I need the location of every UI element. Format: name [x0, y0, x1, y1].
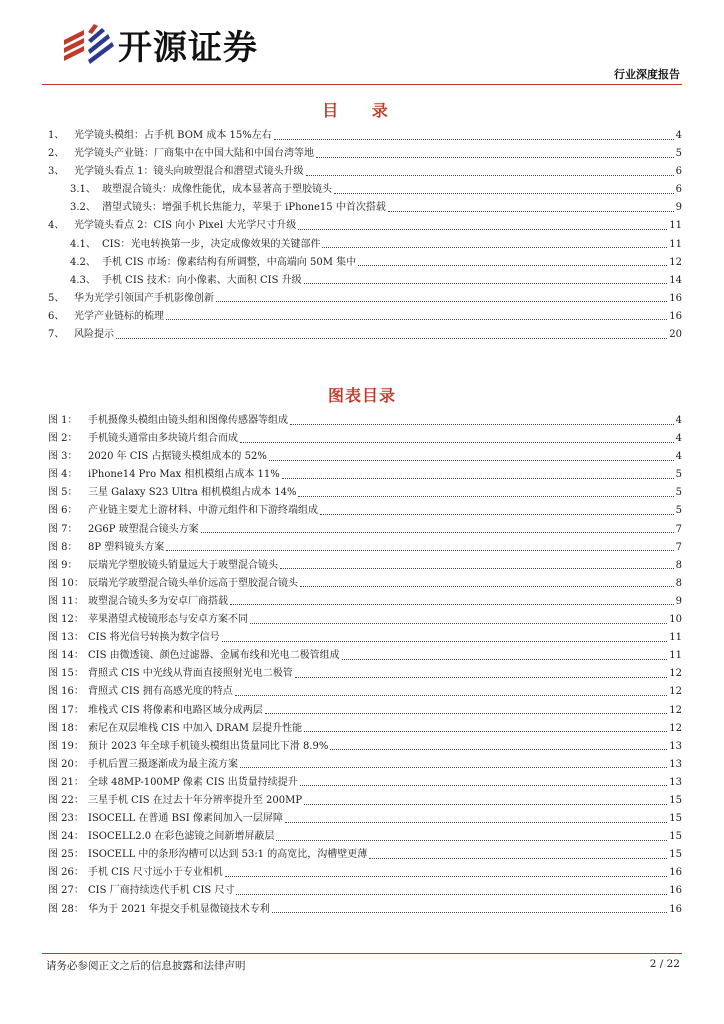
- dot-leader: [276, 840, 667, 841]
- entry-label: 产业链主要尤上游材料、中游元组件和下游终端组成: [88, 505, 318, 517]
- dot-leader: [369, 858, 667, 859]
- dot-leader: [298, 229, 667, 230]
- entry-page-number: 9: [675, 595, 682, 607]
- toc-entry[interactable]: [48, 272, 682, 290]
- toc-entry[interactable]: [48, 217, 682, 235]
- dot-leader: [269, 460, 674, 461]
- entry-number: 3.1、: [70, 184, 96, 196]
- dot-leader: [330, 749, 667, 750]
- entry-page-number: 8: [675, 559, 682, 571]
- figure-entry[interactable]: [48, 430, 682, 448]
- entry-number: 图 26：: [48, 867, 84, 879]
- entry-label: 2020 年 CIS 占据镜头模组成本的 52%: [88, 451, 267, 463]
- entry-number: 图 9：: [48, 559, 78, 571]
- entry-label: 三星 Galaxy S23 Ultra 相机模组占成本 14%: [88, 487, 297, 499]
- figure-entry[interactable]: [48, 882, 682, 900]
- entry-page-number: 16: [669, 885, 682, 897]
- entry-page-number: 9: [675, 202, 682, 214]
- entry-page-number: 4: [675, 415, 682, 426]
- kaiyuan-logo-icon: [58, 18, 120, 70]
- figure-entry[interactable]: [48, 792, 682, 810]
- dot-leader: [322, 247, 667, 248]
- dot-leader: [316, 157, 674, 158]
- entry-label: CIS 厂商持续迭代手机 CIS 尺寸: [88, 885, 235, 897]
- entry-page-number: 7: [675, 523, 682, 535]
- dot-leader: [240, 442, 674, 443]
- figure-entry[interactable]: [48, 720, 682, 738]
- entry-number: 图 22：: [48, 794, 84, 806]
- entry-number: 图 11：: [48, 595, 84, 607]
- figure-entry[interactable]: [48, 466, 682, 484]
- figure-entry[interactable]: [48, 665, 682, 683]
- figure-entry[interactable]: [48, 502, 682, 520]
- entry-number: 3、: [48, 166, 65, 178]
- entry-label: 全球 48MP-100MP 像素 CIS 出货量持续提升: [88, 776, 298, 788]
- entry-label: 华为光学引领国产手机影像创新: [74, 292, 214, 304]
- entry-label: 潜望式镜头：增强手机长焦能力，苹果于 iPhone15 中首次搭载: [102, 202, 386, 214]
- dot-leader: [304, 804, 667, 805]
- entry-label: 8P 塑料镜头方案: [88, 541, 165, 553]
- entry-label: 辰瑞光学塑胶镜头销量远大于玻塑混合镜头: [88, 559, 278, 571]
- figure-entry[interactable]: [48, 647, 682, 665]
- entry-number: 图 3：: [48, 451, 78, 463]
- report-type-label: 行业深度报告: [614, 68, 680, 81]
- entry-label: 苹果潜望式棱镜形态与安卓方案不同: [88, 614, 248, 626]
- entry-page-number: 20: [669, 329, 682, 341]
- entry-number: 图 13：: [48, 632, 84, 644]
- entry-label: 辰瑞光学玻塑混合镜头单价远高于塑胶混合镜头: [88, 577, 298, 589]
- entry-page-number: 5: [675, 148, 682, 160]
- entry-page-number: 16: [669, 292, 682, 304]
- entry-number: 图 10：: [48, 577, 84, 589]
- entry-page-number: 13: [669, 758, 682, 770]
- dot-leader: [166, 319, 667, 320]
- entry-page-number: 5: [675, 469, 682, 481]
- entry-page-number: 11: [669, 220, 682, 232]
- entry-page-number: 4: [675, 451, 682, 463]
- dot-leader: [342, 659, 668, 660]
- entry-label: 手机 CIS 市场：像素结构有所调整，中高端向 50M 集中: [102, 256, 357, 268]
- figure-entry[interactable]: [48, 828, 682, 846]
- figure-entry[interactable]: [48, 629, 682, 647]
- entry-page-number: 5: [675, 487, 682, 499]
- dot-leader: [298, 496, 673, 497]
- entry-page-number: 6: [675, 184, 682, 196]
- entry-page-number: 15: [669, 849, 682, 861]
- page-header: [0, 0, 724, 90]
- page-indicator: 2 / 22: [649, 958, 680, 970]
- dot-leader: [306, 175, 674, 176]
- entry-number: 图 6：: [48, 505, 78, 517]
- figure-entry[interactable]: [48, 412, 682, 430]
- entry-page-number: 11: [669, 632, 682, 644]
- entry-label: iPhone14 Pro Max 相机模组占成本 11%: [88, 469, 280, 481]
- dot-leader: [304, 731, 667, 732]
- entry-label: 光学镜头看点 2：CIS 向小 Pixel 大光学尺寸升级: [74, 220, 297, 232]
- entry-label: 手机镜头通常由多块镜片组合而成: [88, 433, 238, 445]
- entry-label: 预计 2023 年全球手机镜头模组出货量同比下滑 8.9%: [88, 740, 329, 752]
- header-divider: [42, 84, 682, 85]
- entry-number: 6、: [48, 310, 65, 322]
- toc-entry[interactable]: [48, 199, 682, 217]
- entry-number: 图 15：: [48, 668, 84, 680]
- toc-entry[interactable]: [48, 254, 682, 272]
- toc-entry[interactable]: [48, 181, 682, 199]
- entry-label: CIS 由微透镜、颜色过滤器、金属布线和光电二极管组成: [88, 650, 340, 662]
- entry-number: 图 20：: [48, 758, 84, 770]
- entry-number: 图 16：: [48, 686, 84, 698]
- entry-label: 华为于 2021 年提交手机显微镜技术专利: [88, 903, 270, 915]
- entry-label: 三星手机 CIS 在过去十年分辨率提升至 200MP: [88, 794, 303, 806]
- entry-number: 图 17：: [48, 704, 84, 716]
- entry-page-number: 12: [669, 722, 682, 734]
- footer-divider: [42, 953, 682, 954]
- figure-entry[interactable]: [48, 846, 682, 864]
- toc-entry[interactable]: [48, 236, 682, 254]
- figure-entry[interactable]: [48, 901, 682, 919]
- entry-number: 4.1、: [70, 238, 96, 250]
- figure-entry[interactable]: [48, 702, 682, 720]
- dot-leader: [201, 532, 674, 533]
- entry-label: CIS 将光信号转换为数字信号: [88, 632, 220, 644]
- entry-label: ISOCELL2.0 在彩色滤镜之间新增屏蔽层: [88, 831, 275, 843]
- figure-entry[interactable]: [48, 864, 682, 882]
- entry-page-number: 15: [669, 813, 682, 825]
- entry-label: 光学镜头模组：占手机 BOM 成本 15%左右: [74, 130, 272, 141]
- figure-entry[interactable]: [48, 484, 682, 502]
- dot-leader: [300, 586, 674, 587]
- entry-page-number: 15: [669, 794, 682, 806]
- footer-disclaimer: 请务必参阅正文之后的信息披露和法律声明: [46, 960, 246, 972]
- dot-leader: [358, 265, 667, 266]
- dot-leader: [230, 604, 674, 605]
- entry-label: 玻塑混合镜头多为安卓厂商搭载: [88, 595, 228, 607]
- entry-page-number: 11: [669, 650, 682, 662]
- toc-entry[interactable]: [48, 326, 682, 344]
- entry-label: 玻塑混合镜头：成像性能优，成本显著高于塑胶镜头: [102, 184, 332, 196]
- entry-page-number: 11: [669, 238, 682, 250]
- dot-leader: [116, 338, 667, 339]
- entry-page-number: 7: [675, 541, 682, 553]
- dot-leader: [282, 478, 674, 479]
- dot-leader: [304, 283, 668, 284]
- entry-label: ISOCELL 在普通 BSI 像素间加入一层屏障: [88, 813, 283, 825]
- entry-page-number: 13: [669, 776, 682, 788]
- entry-label: 手机 CIS 技术：向小像素、大面积 CIS 升级: [102, 274, 302, 286]
- toc-entry[interactable]: [48, 127, 682, 145]
- dot-leader: [320, 514, 674, 515]
- entry-page-number: 4: [675, 130, 682, 141]
- entry-number: 图 24：: [48, 831, 84, 843]
- entry-page-number: 6: [675, 166, 682, 178]
- entry-number: 图 18：: [48, 722, 84, 734]
- figure-entry[interactable]: [48, 683, 682, 701]
- dot-leader: [272, 912, 667, 913]
- figure-entry[interactable]: [48, 810, 682, 828]
- figures-title: 图表目录: [327, 386, 396, 405]
- entry-number: 图 12：: [48, 614, 84, 626]
- figures-list: [48, 412, 682, 919]
- figure-entry[interactable]: [48, 448, 682, 466]
- entry-label: ISOCELL 中的条形沟槽可以达到 53:1 的高宽比，沟槽壁更薄: [88, 849, 368, 861]
- entry-label: 手机摄像头模组由镜头组和图像传感器等组成: [88, 415, 288, 426]
- dot-leader: [334, 193, 674, 194]
- entry-number: 2、: [48, 148, 65, 160]
- entry-page-number: 12: [669, 256, 682, 268]
- entry-label: 索尼在双层堆栈 CIS 中加入 DRAM 层提升性能: [88, 722, 303, 734]
- entry-number: 1、: [48, 130, 65, 141]
- entry-number: 图 8：: [48, 541, 78, 553]
- entry-number: 图 28：: [48, 903, 84, 915]
- dot-leader: [274, 139, 674, 140]
- dot-leader: [280, 568, 674, 569]
- entry-number: 图 21：: [48, 776, 84, 788]
- toc-entry[interactable]: [48, 308, 682, 326]
- entry-page-number: 16: [669, 903, 682, 915]
- entry-page-number: 12: [669, 704, 682, 716]
- entry-number: 3.2、: [70, 202, 96, 214]
- toc-entry[interactable]: [48, 163, 682, 181]
- entry-number: 图 2：: [48, 433, 78, 445]
- entry-label: 手机 CIS 尺寸远小于专业相机: [88, 867, 223, 879]
- entry-number: 5、: [48, 292, 65, 304]
- figure-entry[interactable]: [48, 611, 682, 629]
- entry-number: 图 1：: [48, 415, 78, 426]
- dot-leader: [236, 894, 667, 895]
- entry-label: CIS：光电转换第一步，决定成像效果的关键部件: [102, 238, 321, 250]
- dot-leader: [295, 677, 667, 678]
- entry-page-number: 10: [669, 614, 682, 626]
- entry-number: 图 25：: [48, 849, 84, 861]
- entry-number: 图 14：: [48, 650, 84, 662]
- entry-number: 图 27：: [48, 885, 84, 897]
- entry-number: 图 4：: [48, 469, 78, 481]
- figure-entry[interactable]: [48, 593, 682, 611]
- dot-leader: [290, 424, 674, 425]
- entry-page-number: 15: [669, 831, 682, 843]
- dot-leader: [300, 785, 668, 786]
- entry-label: 背照式 CIS 中光线从背面直接照射光电二极管: [88, 668, 293, 680]
- entry-page-number: 8: [675, 577, 682, 589]
- figure-entry[interactable]: [48, 557, 682, 575]
- dot-leader: [216, 301, 667, 302]
- entry-label: 手机后置三摄逐渐成为最主流方案: [88, 758, 238, 770]
- entry-page-number: 4: [675, 433, 682, 445]
- dot-leader: [235, 695, 667, 696]
- entry-label: 光学镜头产业链：厂商集中在中国大陆和中国台湾等地: [74, 148, 314, 160]
- toc-entry[interactable]: [48, 145, 682, 163]
- dot-leader: [265, 713, 667, 714]
- figure-entry[interactable]: [48, 539, 682, 557]
- dot-leader: [388, 211, 674, 212]
- figure-entry[interactable]: [48, 774, 682, 792]
- dot-leader: [285, 822, 667, 823]
- brand-name: 开源证券: [118, 28, 258, 68]
- toc-entry[interactable]: [48, 290, 682, 308]
- entry-page-number: 16: [669, 867, 682, 879]
- table-of-contents: [48, 127, 682, 344]
- entry-page-number: 12: [669, 668, 682, 680]
- toc-title: 目 录: [322, 101, 402, 120]
- entry-label: 光学产业链标的梳理: [74, 310, 164, 322]
- entry-page-number: 12: [669, 686, 682, 698]
- entry-number: 4.3、: [70, 274, 96, 286]
- entry-number: 图 7：: [48, 523, 78, 535]
- entry-page-number: 5: [675, 505, 682, 517]
- entry-number: 4、: [48, 220, 65, 232]
- dot-leader: [240, 767, 667, 768]
- entry-label: 风险提示: [74, 329, 114, 341]
- entry-page-number: 14: [669, 274, 682, 286]
- entry-number: 7、: [48, 329, 65, 341]
- dot-leader: [250, 623, 667, 624]
- figure-entry[interactable]: [48, 575, 682, 593]
- dot-leader: [166, 550, 673, 551]
- entry-label: 背照式 CIS 拥有高感光度的特点: [88, 686, 233, 698]
- entry-number: 图 23：: [48, 813, 84, 825]
- entry-page-number: 13: [669, 740, 682, 752]
- entry-number: 图 5：: [48, 487, 78, 499]
- figure-entry[interactable]: [48, 521, 682, 539]
- dot-leader: [225, 876, 667, 877]
- figure-entry[interactable]: [48, 756, 682, 774]
- entry-label: 2G6P 玻塑混合镜头方案: [88, 523, 199, 535]
- dot-leader: [222, 641, 668, 642]
- entry-page-number: 16: [669, 310, 682, 322]
- entry-number: 图 19：: [48, 740, 84, 752]
- figure-entry[interactable]: [48, 738, 682, 756]
- entry-label: 堆栈式 CIS 将像素和电路区域分成两层: [88, 704, 263, 716]
- entry-label: 光学镜头看点 1：镜头向玻塑混合和潜望式镜头升级: [74, 166, 304, 178]
- entry-number: 4.2、: [70, 256, 96, 268]
